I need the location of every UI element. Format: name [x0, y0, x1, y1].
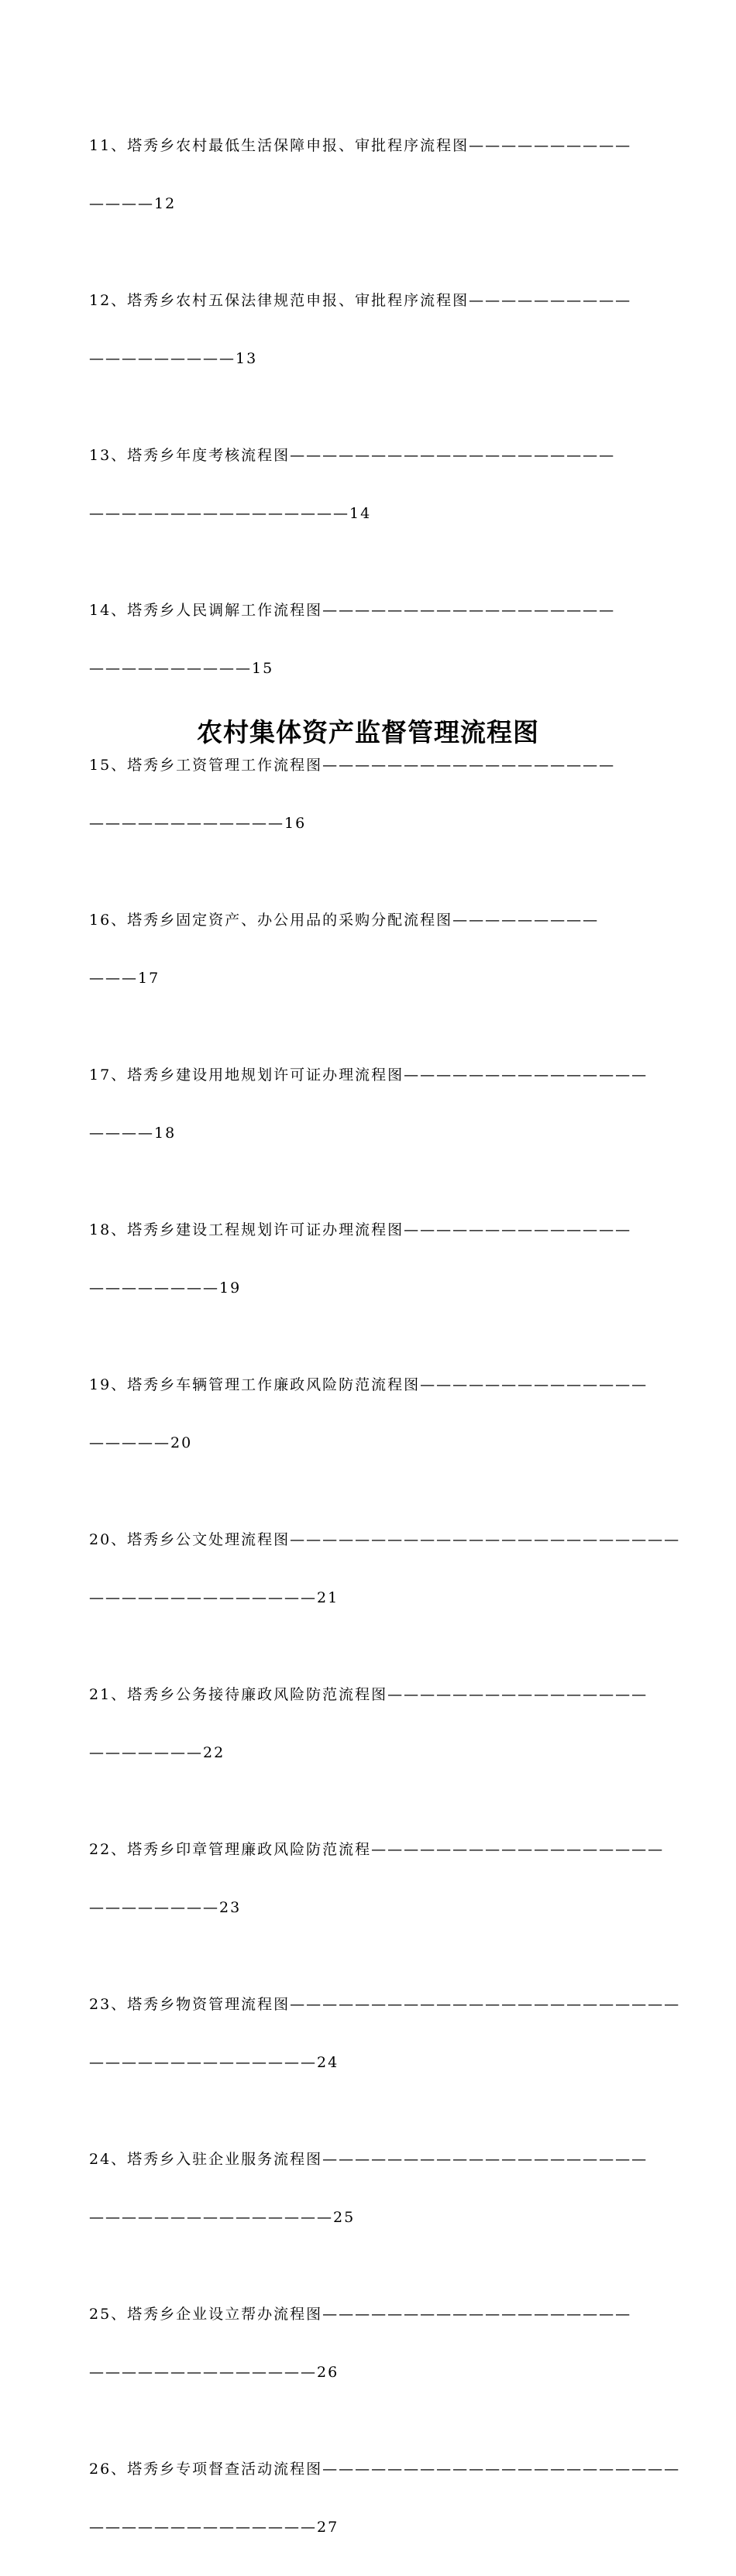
toc-entry-16: [89, 872, 686, 1027]
toc-entry-18: [89, 1182, 686, 1337]
toc-entry-page: ——————————————24: [89, 2054, 339, 2071]
toc-entry-page: ——————————————21: [89, 1589, 339, 1606]
toc-entry-13: [89, 407, 686, 562]
toc-entry-page: ——————————————26: [89, 2364, 339, 2381]
toc-entry-text: 18、塔秀乡建设工程规划许可证办理流程图——————————————: [89, 1221, 632, 1238]
toc-entry-20: [89, 1492, 686, 1647]
toc-entry-12: [89, 252, 686, 407]
toc-entry-23: [89, 1956, 686, 2111]
toc-entry-26: [89, 2421, 686, 2576]
toc-entry-page: ——————————————27: [89, 2519, 339, 2536]
toc-entry-text: 16、塔秀乡固定资产、办公用品的采购分配流程图—————————: [89, 912, 600, 929]
toc-entry-text: 23、塔秀乡物资管理流程图————————————————————————: [89, 1996, 681, 2013]
document-title: 农村集体资产监督管理流程图: [197, 717, 539, 747]
toc-entry-text: 17、塔秀乡建设用地规划许可证办理流程图———————————————: [89, 1066, 648, 1084]
toc-entry-text: 14、塔秀乡人民调解工作流程图——————————————————: [89, 602, 616, 619]
toc-entry-page: ———17: [89, 970, 160, 987]
toc-entry-25: [89, 2266, 686, 2421]
toc-entry-page: ————————19: [89, 1279, 242, 1297]
toc-entry-page: ———————22: [89, 1744, 225, 1761]
toc-entry-page: ————————23: [89, 1899, 242, 1916]
toc-entry-11: [89, 98, 686, 252]
table-of-contents: [89, 98, 686, 2576]
toc-entry-text: 21、塔秀乡公务接待廉政风险防范流程图————————————————: [89, 1686, 648, 1703]
toc-entry-text: 22、塔秀乡印章管理廉政风险防范流程——————————————————: [89, 1841, 665, 1858]
toc-entry-text: 13、塔秀乡年度考核流程图————————————————————: [89, 447, 616, 464]
toc-entry-page: —————————13: [89, 350, 258, 367]
toc-entry-page: ————12: [89, 195, 177, 212]
toc-entry-text: 25、塔秀乡企业设立帮办流程图———————————————————: [89, 2306, 632, 2323]
toc-entry-22: [89, 1801, 686, 1956]
toc-entry-19: [89, 1337, 686, 1492]
toc-entry-24: [89, 2111, 686, 2266]
toc-entry-text: 26、塔秀乡专项督查活动流程图——————————————————————: [89, 2461, 681, 2478]
toc-entry-page: ————————————————14: [89, 505, 372, 522]
toc-entry-page: ————18: [89, 1125, 177, 1142]
toc-entry-page: ————————————16: [89, 815, 307, 832]
toc-entry-page: ——————————15: [89, 660, 274, 677]
toc-entry-page: —————20: [89, 1434, 193, 1451]
toc-entry-17: [89, 1027, 686, 1182]
toc-entry-text: 11、塔秀乡农村最低生活保障申报、审批程序流程图——————————: [89, 137, 632, 154]
toc-entry-text: 15、塔秀乡工资管理工作流程图——————————————————: [89, 757, 616, 774]
toc-entry-21: [89, 1647, 686, 1801]
toc-entry-text: 20、塔秀乡公文处理流程图————————————————————————: [89, 1531, 681, 1548]
toc-entry-text: 24、塔秀乡入驻企业服务流程图————————————————————: [89, 2151, 648, 2168]
toc-entry-page: ———————————————25: [89, 2209, 356, 2226]
toc-entry-text: 19、塔秀乡车辆管理工作廉政风险防范流程图——————————————: [89, 1376, 648, 1393]
toc-entry-14: [89, 562, 686, 717]
toc-entry-text: 12、塔秀乡农村五保法律规范申报、审批程序流程图——————————: [89, 292, 632, 309]
